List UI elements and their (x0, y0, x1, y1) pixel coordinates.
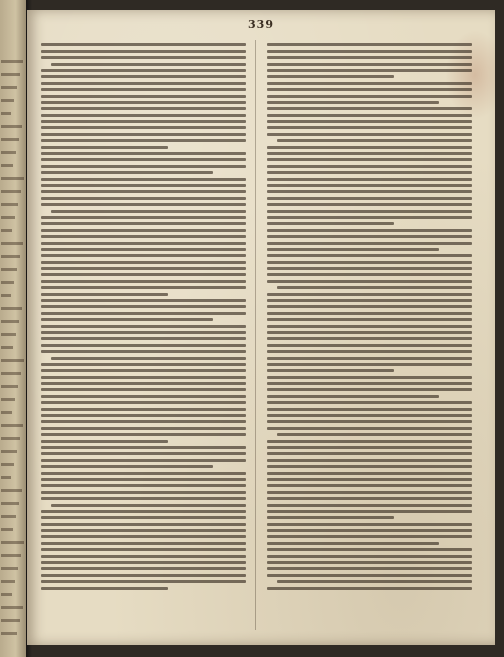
previous-page-text-fragment (1, 333, 16, 336)
previous-page-text-fragment (1, 502, 19, 505)
text-line (267, 561, 472, 564)
text-line (41, 542, 246, 545)
text-line (41, 574, 246, 577)
text-line (41, 331, 246, 334)
text-line (41, 267, 246, 270)
text-line (267, 197, 472, 200)
text-line (51, 210, 246, 213)
text-line (267, 203, 472, 206)
text-line (51, 504, 246, 507)
previous-page-text-fragment (1, 515, 16, 518)
text-line (41, 165, 246, 168)
text-line (41, 420, 246, 423)
text-line (41, 433, 246, 436)
previous-page-text-fragment (1, 372, 21, 375)
text-line (267, 299, 472, 302)
previous-page-text-fragment (1, 255, 20, 258)
text-line (41, 197, 246, 200)
text-line (41, 491, 246, 494)
text-line (51, 63, 246, 66)
text-line (267, 382, 472, 385)
text-line (267, 229, 472, 232)
text-line (267, 535, 472, 538)
text-column-left (41, 40, 246, 635)
text-line (41, 184, 246, 187)
previous-page-text-fragment (1, 619, 20, 622)
text-line (41, 158, 246, 161)
text-line (41, 440, 168, 443)
previous-page-text-fragment (1, 307, 22, 310)
previous-page-text-fragment (1, 398, 15, 401)
previous-page-text-fragment (1, 541, 24, 544)
text-line (41, 561, 246, 564)
text-line (267, 248, 439, 251)
text-line (267, 69, 472, 72)
text-line (41, 95, 246, 98)
text-line (267, 305, 472, 308)
text-line (267, 75, 394, 78)
text-line (267, 465, 472, 468)
text-line (277, 580, 472, 583)
text-line (267, 555, 472, 558)
text-line (41, 190, 246, 193)
text-line (267, 43, 472, 46)
column-divider (255, 40, 256, 630)
text-line (41, 216, 246, 219)
previous-page-text-fragment (1, 437, 20, 440)
previous-page-text-fragment (1, 580, 15, 583)
text-line (41, 293, 168, 296)
previous-page-text-fragment (1, 606, 23, 609)
text-line (267, 165, 472, 168)
text-line (277, 433, 472, 436)
text-line (267, 491, 472, 494)
previous-page-text-fragment (1, 385, 18, 388)
text-line (267, 523, 472, 526)
text-line (267, 388, 472, 391)
text-line (41, 312, 246, 315)
text-line (41, 446, 246, 449)
text-line (41, 222, 246, 225)
text-line (267, 107, 472, 110)
previous-page-text-fragment (1, 73, 20, 76)
text-line (267, 446, 472, 449)
text-line (267, 95, 472, 98)
previous-page-text-fragment (1, 554, 21, 557)
text-line (267, 497, 472, 500)
text-line (267, 254, 472, 257)
text-line (41, 261, 246, 264)
text-line (41, 497, 246, 500)
text-line (267, 126, 472, 129)
text-line (41, 82, 246, 85)
text-line (267, 504, 472, 507)
text-line (41, 126, 246, 129)
text-line (267, 363, 472, 366)
previous-page-text-fragment (1, 242, 23, 245)
text-line (267, 395, 439, 398)
text-line (41, 318, 213, 321)
text-line (41, 229, 246, 232)
text-line (41, 120, 246, 123)
text-line (267, 452, 472, 455)
text-line (41, 369, 246, 372)
text-line (267, 114, 472, 117)
text-line (41, 203, 246, 206)
text-line (267, 63, 472, 66)
text-line (267, 478, 472, 481)
previous-page-text-fragment (1, 411, 12, 414)
text-line (41, 516, 246, 519)
text-line (41, 50, 246, 53)
text-line (41, 414, 246, 417)
previous-page-text-fragment (1, 632, 17, 635)
previous-page-text-fragment (1, 476, 11, 479)
previous-page-text-fragment (1, 450, 17, 453)
text-column-right (267, 40, 472, 635)
text-line (267, 146, 472, 149)
text-line (41, 107, 246, 110)
previous-page-text-fragment (1, 138, 19, 141)
text-line (267, 542, 439, 545)
previous-page-edge (0, 0, 26, 657)
text-line (267, 574, 472, 577)
text-line (41, 286, 246, 289)
text-line (267, 190, 472, 193)
previous-page-text-fragment (1, 125, 22, 128)
text-line (41, 548, 246, 551)
text-line (267, 158, 472, 161)
text-line (267, 50, 472, 53)
text-line (267, 267, 472, 270)
text-line (267, 210, 472, 213)
text-line (267, 261, 472, 264)
previous-page-text-fragment (1, 567, 18, 570)
page-number: 339 (248, 18, 274, 31)
text-line (41, 146, 168, 149)
previous-page-text-fragment (1, 346, 13, 349)
text-line (41, 587, 168, 590)
text-line (267, 350, 472, 353)
previous-page-text-fragment (1, 86, 17, 89)
previous-page-text-fragment (1, 60, 23, 63)
text-line (41, 567, 246, 570)
text-line (277, 286, 472, 289)
text-line (41, 510, 246, 513)
text-line (267, 133, 472, 136)
text-line (41, 523, 246, 526)
previous-page-text-fragment (1, 463, 14, 466)
text-line (41, 242, 246, 245)
text-line (267, 273, 472, 276)
text-line (41, 139, 246, 142)
text-line (267, 472, 472, 475)
text-line (267, 293, 472, 296)
text-line (41, 299, 246, 302)
text-line (41, 88, 246, 91)
text-line (51, 357, 246, 360)
text-line (267, 548, 472, 551)
text-line (41, 465, 213, 468)
previous-page-text-fragment (1, 281, 14, 284)
text-line (41, 171, 213, 174)
previous-page-text-fragment (1, 99, 14, 102)
previous-page-text-fragment (1, 528, 13, 531)
text-line (267, 325, 472, 328)
text-line (267, 420, 472, 423)
previous-page-text-fragment (1, 164, 13, 167)
previous-page-text-fragment (1, 320, 19, 323)
text-line (267, 401, 472, 404)
text-line (41, 280, 246, 283)
text-line (41, 580, 246, 583)
text-line (41, 101, 246, 104)
text-line (41, 75, 246, 78)
text-line (41, 350, 246, 353)
text-line (267, 408, 472, 411)
text-line (267, 331, 472, 334)
text-line (267, 529, 472, 532)
previous-page-text-fragment (1, 177, 24, 180)
text-line (41, 388, 246, 391)
text-line (41, 408, 246, 411)
text-line (41, 152, 246, 155)
text-line (41, 235, 246, 238)
text-line (267, 242, 472, 245)
text-line (267, 88, 472, 91)
text-line (267, 312, 472, 315)
text-line (267, 440, 472, 443)
book-page (27, 10, 495, 645)
text-line (267, 369, 394, 372)
text-line (267, 222, 394, 225)
text-line (267, 484, 472, 487)
text-line (267, 516, 394, 519)
text-line (41, 56, 246, 59)
text-line (267, 120, 472, 123)
text-line (41, 178, 246, 181)
previous-page-text-fragment (1, 190, 21, 193)
text-line (41, 248, 246, 251)
text-line (41, 382, 246, 385)
text-line (267, 337, 472, 340)
text-line (267, 82, 472, 85)
text-line (267, 459, 472, 462)
previous-page-text-fragment (1, 151, 16, 154)
previous-page-text-fragment (1, 359, 24, 362)
text-line (277, 139, 472, 142)
text-line (41, 273, 246, 276)
text-line (267, 567, 472, 570)
previous-page-text-fragment (1, 294, 11, 297)
text-line (267, 427, 472, 430)
text-line (41, 427, 246, 430)
text-line (267, 56, 472, 59)
text-line (267, 216, 472, 219)
text-line (41, 459, 246, 462)
text-line (41, 555, 246, 558)
text-line (41, 325, 246, 328)
text-line (267, 376, 472, 379)
text-line (267, 344, 472, 347)
previous-page-text-fragment (1, 203, 18, 206)
text-line (41, 363, 246, 366)
text-line (41, 254, 246, 257)
text-line (41, 484, 246, 487)
text-line (267, 152, 472, 155)
text-line (267, 101, 439, 104)
previous-page-text-fragment (1, 489, 22, 492)
text-line (41, 478, 246, 481)
previous-page-text-fragment (1, 593, 12, 596)
text-line (267, 235, 472, 238)
text-line (267, 318, 472, 321)
text-line (41, 69, 246, 72)
previous-page-text-fragment (1, 229, 12, 232)
text-line (41, 395, 246, 398)
previous-page-text-fragment (1, 216, 15, 219)
text-line (41, 401, 246, 404)
text-line (41, 337, 246, 340)
text-line (41, 535, 246, 538)
previous-page-text-fragment (1, 268, 17, 271)
text-line (267, 414, 472, 417)
text-line (267, 280, 472, 283)
text-line (41, 376, 246, 379)
text-line (41, 305, 246, 308)
text-line (267, 178, 472, 181)
text-line (267, 184, 472, 187)
text-line (41, 114, 246, 117)
text-line (41, 472, 246, 475)
text-line (41, 344, 246, 347)
text-line (41, 133, 246, 136)
text-line (267, 357, 472, 360)
text-line (267, 510, 472, 513)
text-line (267, 587, 472, 590)
text-line (41, 43, 246, 46)
previous-page-text-fragment (1, 424, 23, 427)
text-line (267, 171, 472, 174)
text-line (41, 529, 246, 532)
previous-page-text-fragment (1, 112, 11, 115)
text-line (41, 452, 246, 455)
